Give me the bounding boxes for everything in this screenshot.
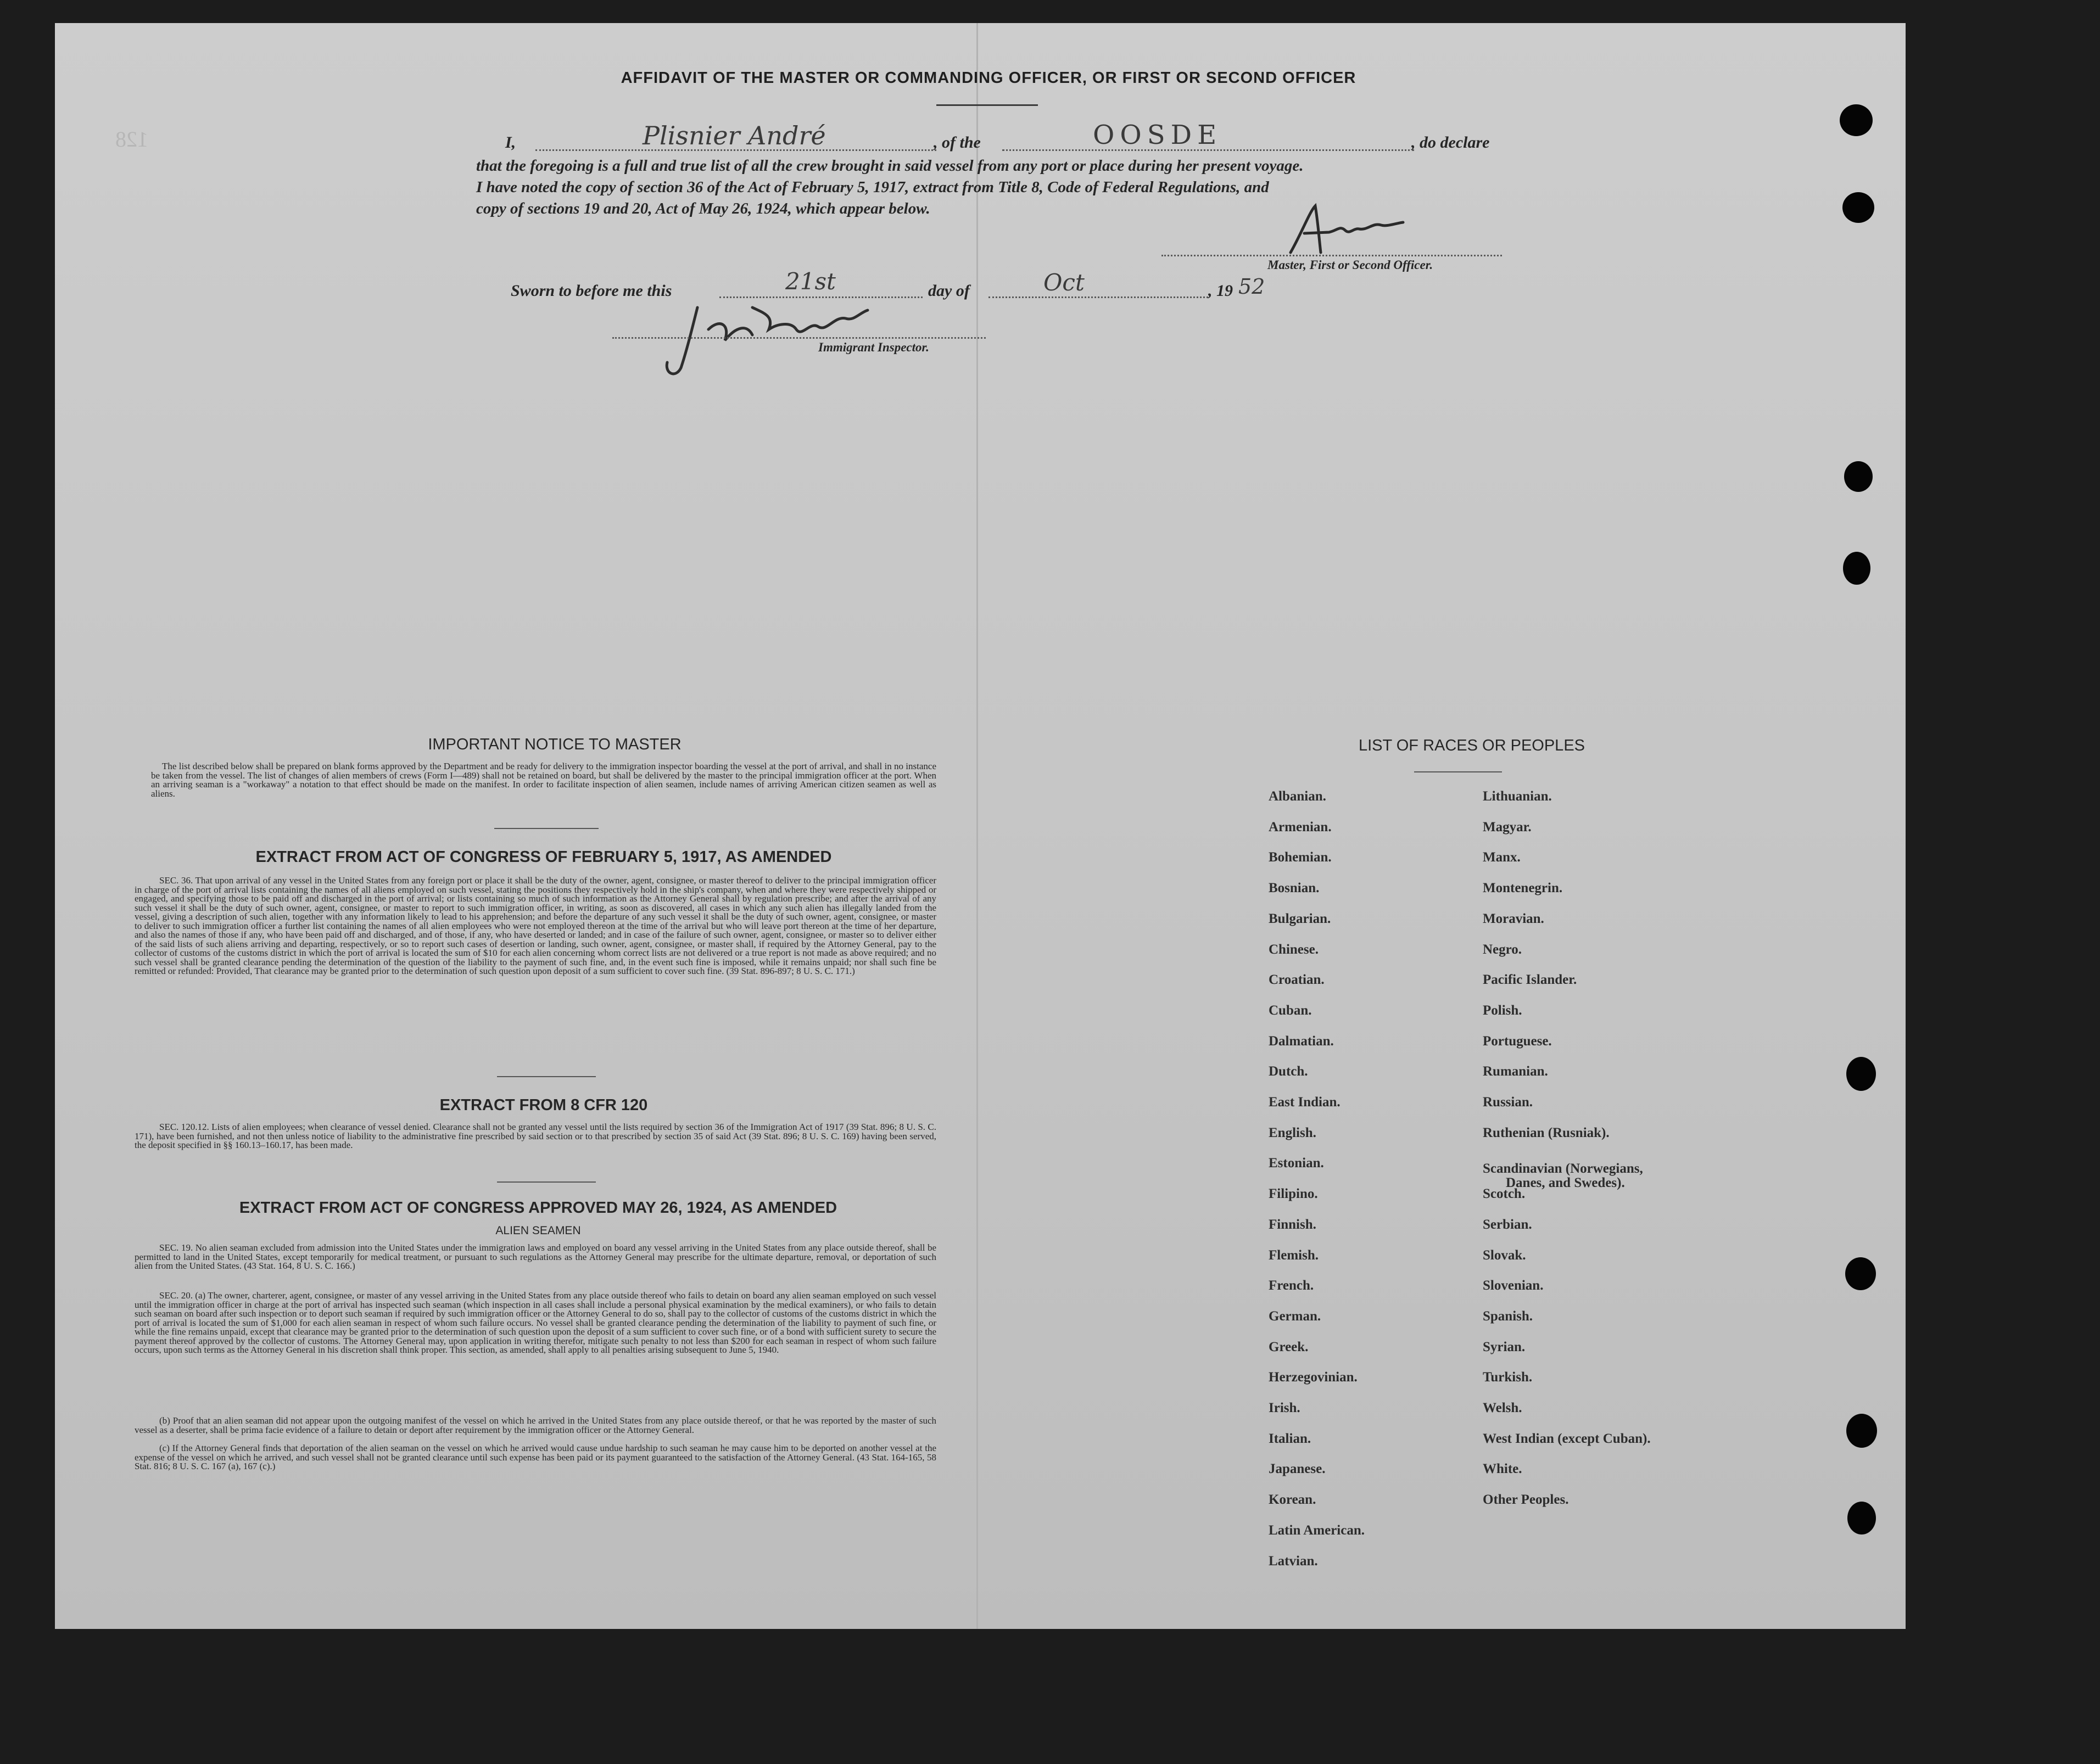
affidavit-title: AFFIDAVIT OF THE MASTER OR COMMANDING OFFICER, OR FIRST OR SECOND OFFICER [621, 69, 1356, 87]
race-item: Finnish. [1269, 1217, 1316, 1232]
binder-hole-3 [1844, 461, 1873, 492]
race-item: Bohemian. [1269, 850, 1332, 865]
race-item: Lithuanian. [1483, 789, 1552, 804]
extractcfr-body: SEC. 120.12. Lists of alien employees; when clearance of vessel denied. Clearance shall not be granted any vessel until the lists required by section 36 of the Immigration Act of 1917 (39 Stat. 896; 8 U. S. C. 171), have been furnished, and not then unless notice of liability to the administrative fine prescribed by said section or to that prescribed by section 35 of said Act (39 Stat. 896; 8 U. S. C. 169) having been served, the deposit specified in §§ 160.13–160.17, has been made. [135, 1122, 936, 1150]
notice-rule [494, 828, 599, 829]
notice-title: IMPORTANT NOTICE TO MASTER [428, 736, 682, 753]
race-item: Filipino. [1269, 1186, 1318, 1202]
master-name-handwritten: Plisnier André [643, 121, 826, 150]
year-handwritten: 52 [1238, 275, 1265, 299]
race-item: Portuguese. [1483, 1033, 1552, 1049]
race-item: Italian. [1269, 1431, 1311, 1446]
extract1924-sec20a: SEC. 20. (a) The owner, charterer, agent, consignee, or master of any vessel arriving in the United States from any place outside thereof who fails to detain on board any alien seaman employed on such vessel until the immigration officer in charge at the port of arrival has inspected such seaman (which inspection in all cases shall include a personal physical examination by the medical examiners), or who fails to detain such seaman on board after such inspection or to deport such seaman if required by such immigration officer or the Attorney General to do so, shall pay to the collector of customs of the customs district in which the port of arrival is located the sum of $1,000 for each alien seaman in respect of whom such failure occurs. No vessel shall be granted clearance pending the determination of the liability to payment of such fine, or while the fine remains unpaid, except that clearance may be granted prior to the determination of such question upon the deposit of a sum sufficient to cover such fine, or of a bond with sufficient surety to secure the payment thereof approved by the collector of customs. The Attorney General may, upon application in writing therefor, mitigate such penalty to not less than $200 for each seaman in respect of whom such failure occurs, upon such terms as the Attorney General in his discretion shall think proper. This section, as amended, shall apply to all penalties arising subsequent to June 5, 1940. [135, 1290, 936, 1355]
race-item: Spanish. [1483, 1308, 1533, 1324]
affidavit-line1-prefix: I, [505, 133, 516, 152]
race-item: Herzegovinian. [1269, 1370, 1358, 1385]
race-item: Croatian. [1269, 972, 1325, 988]
sworn-month-field [988, 275, 1208, 298]
extract1924-sec20c: (c) If the Attorney General finds that deportation of the alien seaman on the vessel on which he arrived would cause undue hardship to such seaman he may cause him to be deported on another vessel at the expense of the vessel on which he arrived, and such vessel shall not be granted clearance until such expense has been paid or its payment guaranteed to the satisfaction of the Attorney General. (43 Stat. 164-165, 58 Stat. 816; 8 U. S. C. 167 (a), 167 (c).) [135, 1443, 936, 1471]
race-item: Latvian. [1269, 1553, 1318, 1569]
master-signature [1285, 200, 1411, 258]
race-item: Polish. [1483, 1003, 1522, 1018]
year-prefix: , 19 [1208, 282, 1233, 300]
extract1917-rule [497, 1076, 596, 1077]
races-title: LIST OF RACES OR PEOPLES [1358, 737, 1585, 754]
race-item: English. [1269, 1125, 1316, 1140]
inspector-signature-line [612, 335, 986, 339]
race-item: Dalmatian. [1269, 1033, 1334, 1049]
race-item: Greek. [1269, 1339, 1309, 1354]
race-item: Scandinavian (Norwegians, [1483, 1161, 1643, 1177]
race-item: Ruthenian (Rusniak). [1483, 1125, 1610, 1140]
race-item: Magyar. [1483, 819, 1532, 835]
race-item: Pacific Islander. [1483, 972, 1577, 988]
binder-hole-7 [1846, 1414, 1877, 1448]
notice-body: The list described below shall be prepared on blank forms approved by the Department and be ready for delivery to the immigration inspector boarding the vessel at the port of arrival, and shall in no instance be taken from the vessel. The list of changes of alien members of crews (Form I—489) shall not be retained on board, but shall be delivered by the master to the principal immigration officer at the port. When an arriving seaman is a "workaway" a notation to that effect should be made on the manifest. In order to facilitate inspection of alien seamen, include names of arriving American citizen seamen as well as aliens. [151, 761, 936, 799]
do-declare-label: , do declare [1411, 133, 1490, 152]
bleed-through-page-number: 128 [115, 127, 148, 152]
sworn-month-handwritten: Oct [1043, 269, 1085, 296]
race-item: Welsh. [1483, 1401, 1522, 1415]
races-rule [1414, 771, 1502, 772]
race-item: Flemish. [1269, 1247, 1319, 1263]
race-item: Cuban. [1269, 1003, 1312, 1018]
race-item: Irish. [1269, 1401, 1300, 1415]
race-item: Scotch. [1483, 1186, 1526, 1202]
race-item: Dutch. [1269, 1064, 1308, 1079]
master-signature-line [1161, 253, 1502, 256]
extract1917-title: EXTRACT FROM ACT OF CONGRESS OF FEBRUARY 5, 1917, AS AMENDED [255, 848, 832, 866]
race-item: Manx. [1483, 850, 1521, 865]
race-item: French. [1269, 1278, 1314, 1293]
race-item: Moravian. [1483, 911, 1544, 926]
race-item: German. [1269, 1308, 1321, 1324]
extract1924-sec19: SEC. 19. No alien seaman excluded from admission into the United States under the immigration laws and employed on board any vessel arriving in the United States from any place outside thereof, shall be permitted to land in the United States, except temporarily for medical treatment, or pursuant to such regulations as the Attorney General may prescribe for the ultimate departure, removal, or deportation of such alien from the United States. (43 Stat. 164, 8 U. S. C. 166.) [135, 1242, 936, 1271]
affidavit-line4: copy of sections 19 and 20, Act of May 26, 1924, which appear below. [476, 200, 930, 217]
binder-hole-6 [1845, 1257, 1876, 1290]
race-item: Rumanian. [1483, 1064, 1548, 1079]
extract1924-sec20b: (b) Proof that an alien seaman did not appear upon the outgoing manifest of the vessel on which he arrived in the United States from any place outside thereof, or that he was reported by the master of such vessel as a deserter, shall be prima facie evidence of a failure to detain or deport after requirement by the immigration officer or the Attorney General. [135, 1415, 936, 1435]
affidavit-line3: I have noted the copy of section 36 of the Act of February 5, 1917, extract from Title 8, Code of Federal Regulations, and [476, 178, 1269, 196]
extractcfr-rule [497, 1181, 596, 1183]
race-item: Albanian. [1269, 789, 1326, 804]
race-item: Syrian. [1483, 1339, 1526, 1354]
race-item: Slovenian. [1483, 1278, 1544, 1293]
race-item: Danes, and Swedes). [1506, 1175, 1625, 1191]
inspector-caption: Immigrant Inspector. [818, 340, 929, 354]
race-item: Korean. [1269, 1492, 1316, 1508]
race-item: Other Peoples. [1483, 1492, 1569, 1508]
extract1917-body: SEC. 36. That upon arrival of any vessel in the United States from any foreign port or place it shall be the duty of the owner, agent, consignee, or master thereof to deliver to the principal immigration officer in charge of the port of arrival lists containing the names of all aliens employed on such vessel, stating the positions they respectively hold in the ship's company, when and where they were respectively shipped or engaged, and specifying those to be paid off and discharged in the port of arrival; or lists containing so much of such information as the Attorney General shall by regulation prescribe; and after the arrival of any such vessel it shall be the duty of such owner, agent, consignee, or master to report to such immigration officer, in writing, as soon as discovered, all cases in which any such alien has illegally landed from the vessel, giving a description of such alien, together with any information likely to lead to his apprehension; and before the departure of any such vessel it shall be the duty of such owner, agent, consignee, or master to deliver to such immigration officer a further list containing the names of all alien employees who were not employed thereon at the time of the arrival but who will leave port thereon at the time of her departure, and also the names of those if any, who have been paid off and discharged, and of those, if any, who have deserted or landed; and in case of the failure of such owner, agent, consignee, or master so to deliver either of the said lists of such aliens arriving and departing, respectively, or so to report such cases of desertion or landing, such owner, agent, consignee, or master shall, if required by the Attorney General, pay to the collector of customs of the customs district in which the port of arrival is located the sum of $10 for each alien concerning whom correct lists are not delivered or a true report is not made as above required; and no such vessel shall be granted clearance pending the determination of the question of the liability to the payment of such fine, and, in the event such fine is imposed, while it remains unpaid; nor shall such fine be remitted or refunded: Provided, That clearance may be granted prior to the determination of such question upon deposit of a sum sufficient to cover such fine. (39 Stat. 896-897; 8 U. S. C. 171.) [135, 875, 936, 976]
race-item: Slovak. [1483, 1247, 1526, 1263]
race-item: Bosnian. [1269, 881, 1320, 896]
race-item: White. [1483, 1461, 1522, 1477]
title-rule [936, 104, 1038, 106]
race-item: Armenian. [1269, 819, 1332, 835]
race-item: Montenegrin. [1483, 881, 1563, 896]
vessel-name-handwritten: OOSDE [1093, 120, 1222, 150]
of-the-label: , of the [934, 133, 981, 152]
sworn-prefix: Sworn to before me this [511, 282, 672, 300]
extractcfr-title: EXTRACT FROM 8 CFR 120 [439, 1096, 648, 1114]
binder-hole-4 [1843, 552, 1870, 585]
race-item: Bulgarian. [1269, 911, 1331, 926]
race-item: Negro. [1483, 942, 1522, 957]
race-item: Chinese. [1269, 942, 1319, 957]
race-item: Japanese. [1269, 1461, 1326, 1477]
race-item: Turkish. [1483, 1370, 1533, 1385]
race-item: East Indian. [1269, 1095, 1341, 1110]
race-item: Latin American. [1269, 1522, 1365, 1538]
binder-hole-1 [1840, 104, 1873, 136]
race-item: West Indian (except Cuban). [1483, 1431, 1651, 1446]
affidavit-line2: that the foregoing is a full and true list of all the crew brought in said vessel from any port or place during her present voyage. [476, 157, 1304, 175]
document-page [55, 23, 1906, 1629]
day-of-label: day of [928, 282, 970, 300]
race-item: Estonian. [1269, 1156, 1324, 1171]
race-item: Russian. [1483, 1095, 1533, 1110]
binder-hole-2 [1842, 192, 1874, 223]
sworn-day-handwritten: 21st [785, 268, 836, 295]
extract1924-title: EXTRACT FROM ACT OF CONGRESS APPROVED MAY 26, 1924, AS AMENDED [239, 1199, 837, 1217]
race-item: Serbian. [1483, 1217, 1532, 1232]
page-fold [976, 23, 978, 1629]
master-caption: Master, First or Second Officer. [1267, 258, 1433, 272]
extract1924-subtitle: ALIEN SEAMEN [495, 1224, 581, 1237]
binder-hole-5 [1846, 1057, 1876, 1091]
binder-hole-8 [1847, 1502, 1876, 1535]
